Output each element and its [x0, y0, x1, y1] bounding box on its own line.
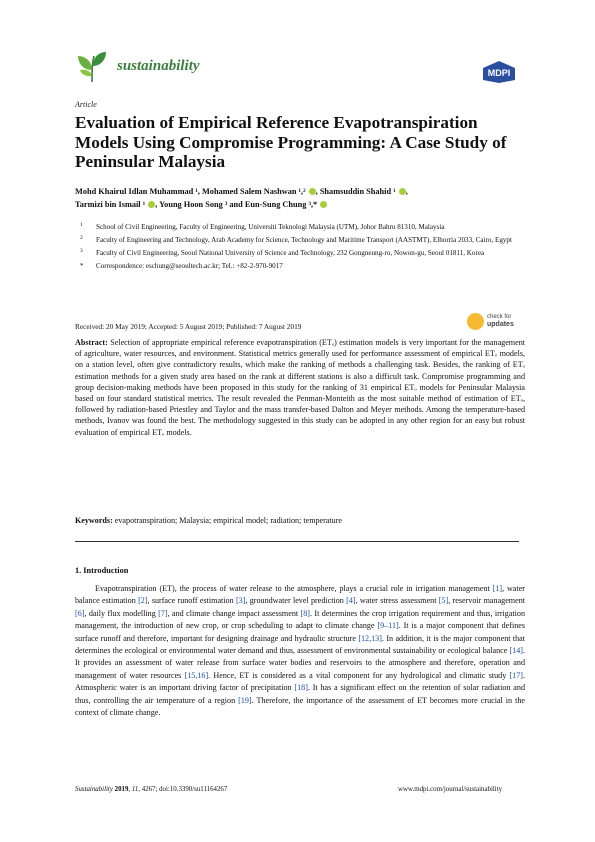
correspondence-marker: *	[80, 262, 84, 271]
body-text: . It is a major component that defines surface runoff and therefore, important for designing drainage and hydraulic structure	[75, 621, 525, 643]
affiliation-item	[75, 236, 525, 246]
publication-dates: Received: 20 May 2019; Accepted: 5 August 2019; Published: 7 August 2019	[75, 322, 302, 331]
affiliation-number: 3	[80, 248, 83, 255]
body-text: . It determines the crop irrigation requirement and thus, irrigation management, the introduction of new crop, or crop scheduling to adapt to climate change	[75, 608, 525, 631]
affiliation-number: 2	[80, 235, 83, 242]
citation-link[interactable]: [12,13]	[358, 633, 382, 643]
leaf-logo-icon	[76, 50, 108, 84]
introduction-paragraph	[75, 583, 525, 719]
footer-journal-url[interactable]: www.mdpi.com/journal/sustainability	[398, 786, 503, 793]
check-updates-line2: updates	[487, 321, 514, 328]
citation-link[interactable]: [6]	[75, 608, 85, 618]
check-updates-line1: check for	[487, 314, 512, 320]
body-text: , daily flux modelling	[84, 608, 159, 618]
citation-link[interactable]: [3]	[235, 596, 246, 606]
footer-year: 2019	[112, 786, 129, 793]
citation-link[interactable]: [15,16]	[184, 670, 209, 680]
affiliation-text: School of Civil Engineering, Faculty of Engineering, Universiti Teknologi Malaysia (UTM), Johor Bahru 81310, Malaysia	[96, 223, 445, 231]
check-for-updates-badge[interactable]	[467, 312, 525, 334]
correspondence-item	[75, 262, 525, 272]
abstract	[75, 337, 525, 438]
footer-citation	[75, 786, 227, 793]
article-title: Evaluation of Empirical Reference Evapotranspiration Models Using Compromise Programming: A Case Study of Peninsular Malaysia	[75, 113, 507, 171]
article-type: Article	[75, 100, 97, 109]
citation-link[interactable]: [7]	[158, 608, 168, 618]
correspondence-text[interactable]: Correspondence: eschung@seoultech.ac.kr; Tel.: +82-2-970-9017	[96, 262, 283, 271]
citation-link[interactable]: [4]	[346, 596, 356, 606]
citation-link[interactable]: [8]	[300, 608, 310, 618]
citation-link[interactable]: [17]	[509, 670, 523, 680]
body-text: , water stress assessment	[355, 596, 439, 606]
body-text: . In addition, it is the major component that determines the ecological or environmental water demand and thus, assessment of environmental sustainability or ecological balance	[75, 633, 526, 656]
svg-text:MDPI: MDPI	[487, 68, 511, 78]
affiliation-text: Faculty of Civil Engineering, Seoul National University of Science and Technology, 232 Gongneung-ro, Nowon-gu, Seoul 01811, Korea	[96, 249, 485, 258]
section-divider	[75, 541, 519, 542]
update-icon	[467, 313, 484, 330]
author-line-2b[interactable]: , Young Hoon Song ³ and Eun-Sung Chung ³,*	[155, 200, 320, 209]
journal-name[interactable]: sustainability	[117, 58, 200, 74]
keywords	[75, 516, 525, 525]
body-text: , surface runoff estimation	[147, 596, 236, 606]
author-line-2[interactable]: Tarmizi bin Ismail ¹	[75, 200, 148, 209]
footer-volume: , 11	[128, 786, 139, 793]
body-text: , reservoir management	[448, 596, 525, 606]
body-text: . It provides an assessment of water release from surface water bodies and reservoirs to the atmosphere and therefore, operation and management of water resources	[75, 646, 525, 680]
citation-link[interactable]: [1]	[492, 584, 503, 593]
abstract-text: Selection of appropriate empirical reference evapotranspiration (ETₒ) estimation models is very important for the management of agriculture, water resources, and environment. Statistical metrics generally used for performance assessment of empirical ETₒ models, on a station level, often give contradictory results, which make the ranking of methods a challenging task. Besides, the ranking of ETₒ estimation methods for a given study area based on the rank at different stations is also a difficult task. Compromise programming and group decision-making methods have been proposed in this study for the ranking of 31 empirical ETₒ models for Peninsular Malaysia based on four standard statistical metrics. The result revealed the Penman-Monteith as the most suitable method of estimation of ETₒ, followed by radiation-based Priestley and Taylor and the mass transfer-based Dalton and Meyer methods. Among the temperature-based methods, Ivanov was found the best. The methodology suggested in this study can be adopted in any other region for an easy but robust evaluation of empirical ETₒ models.	[75, 338, 525, 437]
mdpi-logo-icon[interactable]	[481, 60, 517, 84]
body-text: . Therefore, the importance of the assessment of ET becomes more crucial in the context of climate change.	[75, 695, 525, 718]
affiliation-text: Faculty of Engineering and Technology, Arab Academy for Science, Technology and Maritime Transport (AASTMT), Elhorria 2033, Cairo, Egypt	[96, 236, 512, 245]
affiliation-list	[75, 223, 525, 275]
orcid-icon[interactable]	[309, 188, 316, 195]
body-text: Evapotranspiration (ET), the process of water release to the atmosphere, plays a crucial role in irrigation management	[95, 584, 493, 593]
body-text: , water balance estimation	[75, 584, 525, 606]
body-text: , groundwater level prediction	[245, 596, 347, 606]
orcid-icon[interactable]	[399, 188, 406, 195]
citation-link[interactable]: [14]	[509, 646, 523, 656]
keywords-text: evapotranspiration; Malaysia; empirical model; radiation; temperature	[114, 516, 343, 525]
abstract-label: Abstract:	[75, 338, 108, 347]
author-line-1b[interactable]: , Shamsuddin Shahid ¹	[315, 187, 398, 196]
footer-doi[interactable]: , 4267; doi:10.3390/su11164267	[138, 786, 228, 793]
citation-link[interactable]: [18]	[294, 683, 308, 693]
orcid-icon[interactable]	[320, 201, 327, 208]
affiliation-item	[75, 223, 525, 233]
citation-link[interactable]: [2]	[138, 596, 148, 606]
section-heading-introduction: 1. Introduction	[75, 566, 129, 575]
author-line-1c: ,	[405, 187, 408, 196]
body-text: . Atmospheric water is an important driving factor of precipitation	[75, 670, 525, 693]
citation-link[interactable]: [19]	[238, 695, 252, 705]
keywords-label: Keywords:	[75, 516, 113, 525]
citation-link[interactable]: [9–11]	[377, 621, 399, 631]
affiliation-number: 1	[80, 222, 83, 228]
affiliation-item	[75, 249, 525, 259]
body-text: . Hence, ET is considered as a vital component for any hydrological and climatic study	[208, 670, 510, 680]
body-text: . It has a significant effect on the retention of solar radiation and thus, controlling the air temperature of a region	[75, 683, 525, 705]
citation-link[interactable]: [5]	[438, 596, 449, 606]
footer-journal: Sustainability	[75, 786, 113, 793]
author-line-1[interactable]: Mohd Khairul Idlan Muhammad ¹, Mohamed Salem Nashwan ¹,²	[75, 187, 308, 196]
author-list	[75, 185, 525, 211]
body-text: , and climate change impact assessment	[167, 608, 301, 618]
